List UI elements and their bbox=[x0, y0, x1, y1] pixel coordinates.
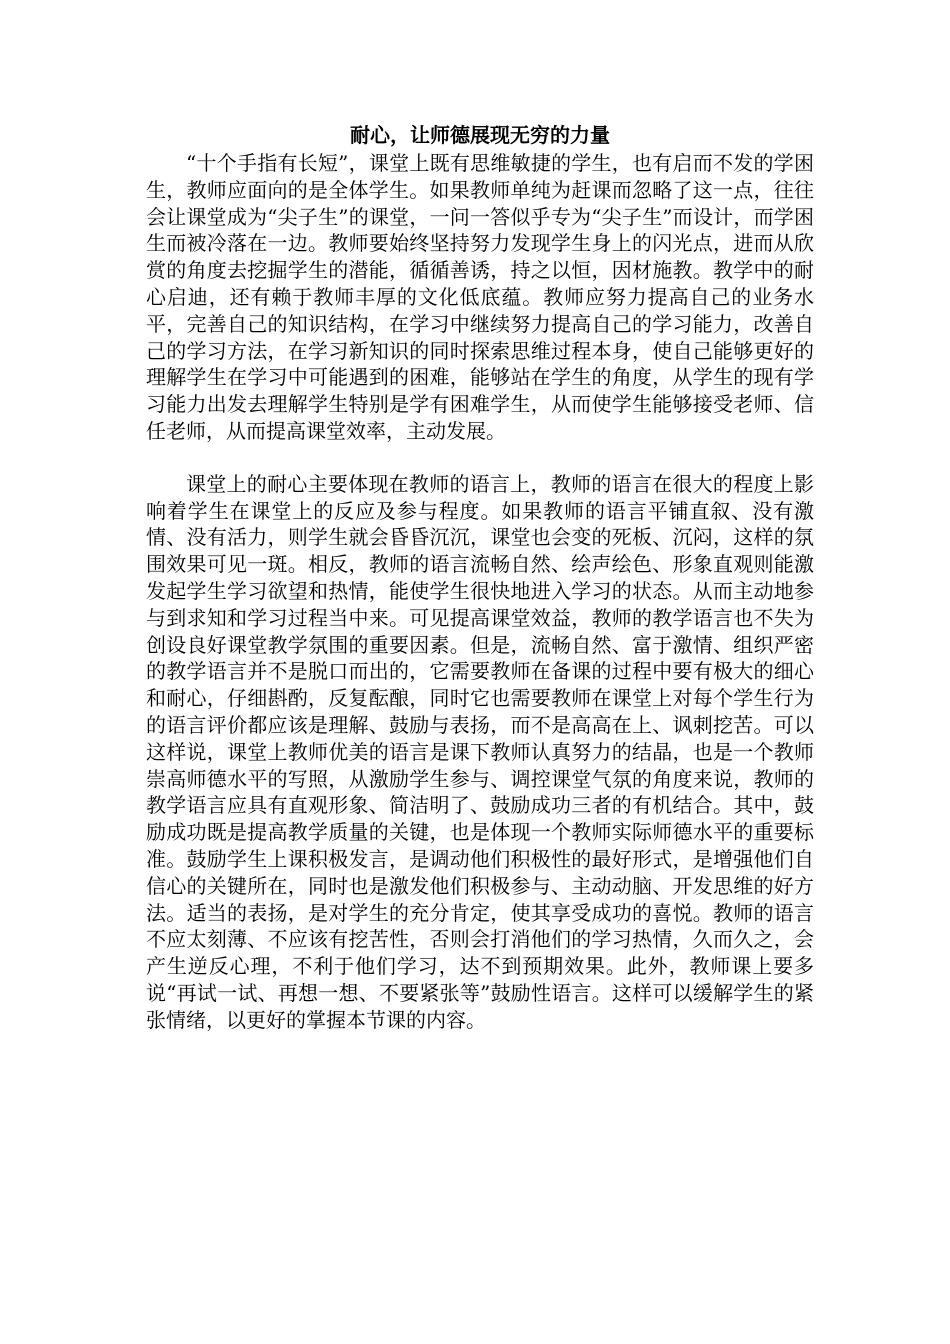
document-title: 耐心，让师德展现无穷的力量 bbox=[350, 123, 610, 147]
paragraph-gap bbox=[146, 445, 814, 471]
paragraph-1: “十个手指有长短”，课堂上既有思维敏捷的学生，也有启而不发的学困生，教师应面向的是全体学生。如果教师单纯为赶课而忽略了这一点，往往会让课堂成为“尖子生”的课堂，一问一答似乎专为“尖子生”而设计，而学困生而被冷落在一边。教师要始终坚持努力发现学生身上的闪光点，进而从欣赏的角度去挖掘学生的潜能，循循善诱，持之以恒，因材施教。教学中的耐心启迪，还有赖于教师丰厚的文化低底蕴。教师应努力提高自己的业务水平，完善自己的知识结构，在学习中继续努力提高自己的学习能力，改善自己的学习方法，在学习新知识的同时探索思维过程本身，使自己能够更好的理解学生在学习中可能遇到的困难，能够站在学生的角度，从学生的现有学习能力出发去理解学生特别是学有困难学生，从而使学生能够接受老师、信任老师，从而提高课堂效率，主动发展。 bbox=[146, 151, 814, 443]
document-page bbox=[146, 120, 814, 1034]
paragraph-2: 课堂上的耐心主要体现在教师的语言上，教师的语言在很大的程度上影响着学生在课堂上的反应及参与程度。如果教师的语言平铺直叙、没有激情、没有活力，则学生就会昏昏沉沉，课堂也会变的死板、沉闷，这样的氛围效果可见一斑。相反，教师的语言流畅自然、绘声绘色、形象直观则能激发起学生学习欲望和热情，能使学生很快地进入学习的状态。从而主动地参与到求知和学习过程当中来。可见提高课堂效益，教师的教学语言也不失为创设良好课堂教学氛围的重要因素。但是，流畅自然、富于激情、组织严密的教学语言并不是脱口而出的，它需要教师在备课的过程中要有极大的细心和耐心，仔细斟酌，反复酝酿，同时它也需要教师在课堂上对每个学生行为的语言评价都应该是理解、鼓励与表扬，而不是高高在上、讽刺挖苦。可以这样说，课堂上教师优美的语言是课下教师认真努力的结晶，也是一个教师崇高师德水平的写照，从激励学生参与、调控课堂气氛的角度来说，教师的教学语言应具有直观形象、简洁明了、鼓励成功三者的有机结合。其中，鼓励成功既是提高教学质量的关键，也是体现一个教师实际师德水平的重要标准。鼓励学生上课积极发言，是调动他们积极性的最好形式，是增强他们自信心的关键所在，同时也是激发他们积极参与、主动动脑、开发思维的好方法。适当的表扬，是对学生的充分肯定，使其享受成功的喜悦。教师的语言不应太刻薄、不应该有挖苦性，否则会打消他们的学习热情，久而久之，会产生逆反心理，不利于他们学习，达不到预期效果。此外，教师课上要多说“再试一试、再想一想、不要紧张等”鼓励性语言。这样可以缓解学生的紧张情绪，以更好的掌握本节课的内容。 bbox=[146, 471, 814, 1032]
